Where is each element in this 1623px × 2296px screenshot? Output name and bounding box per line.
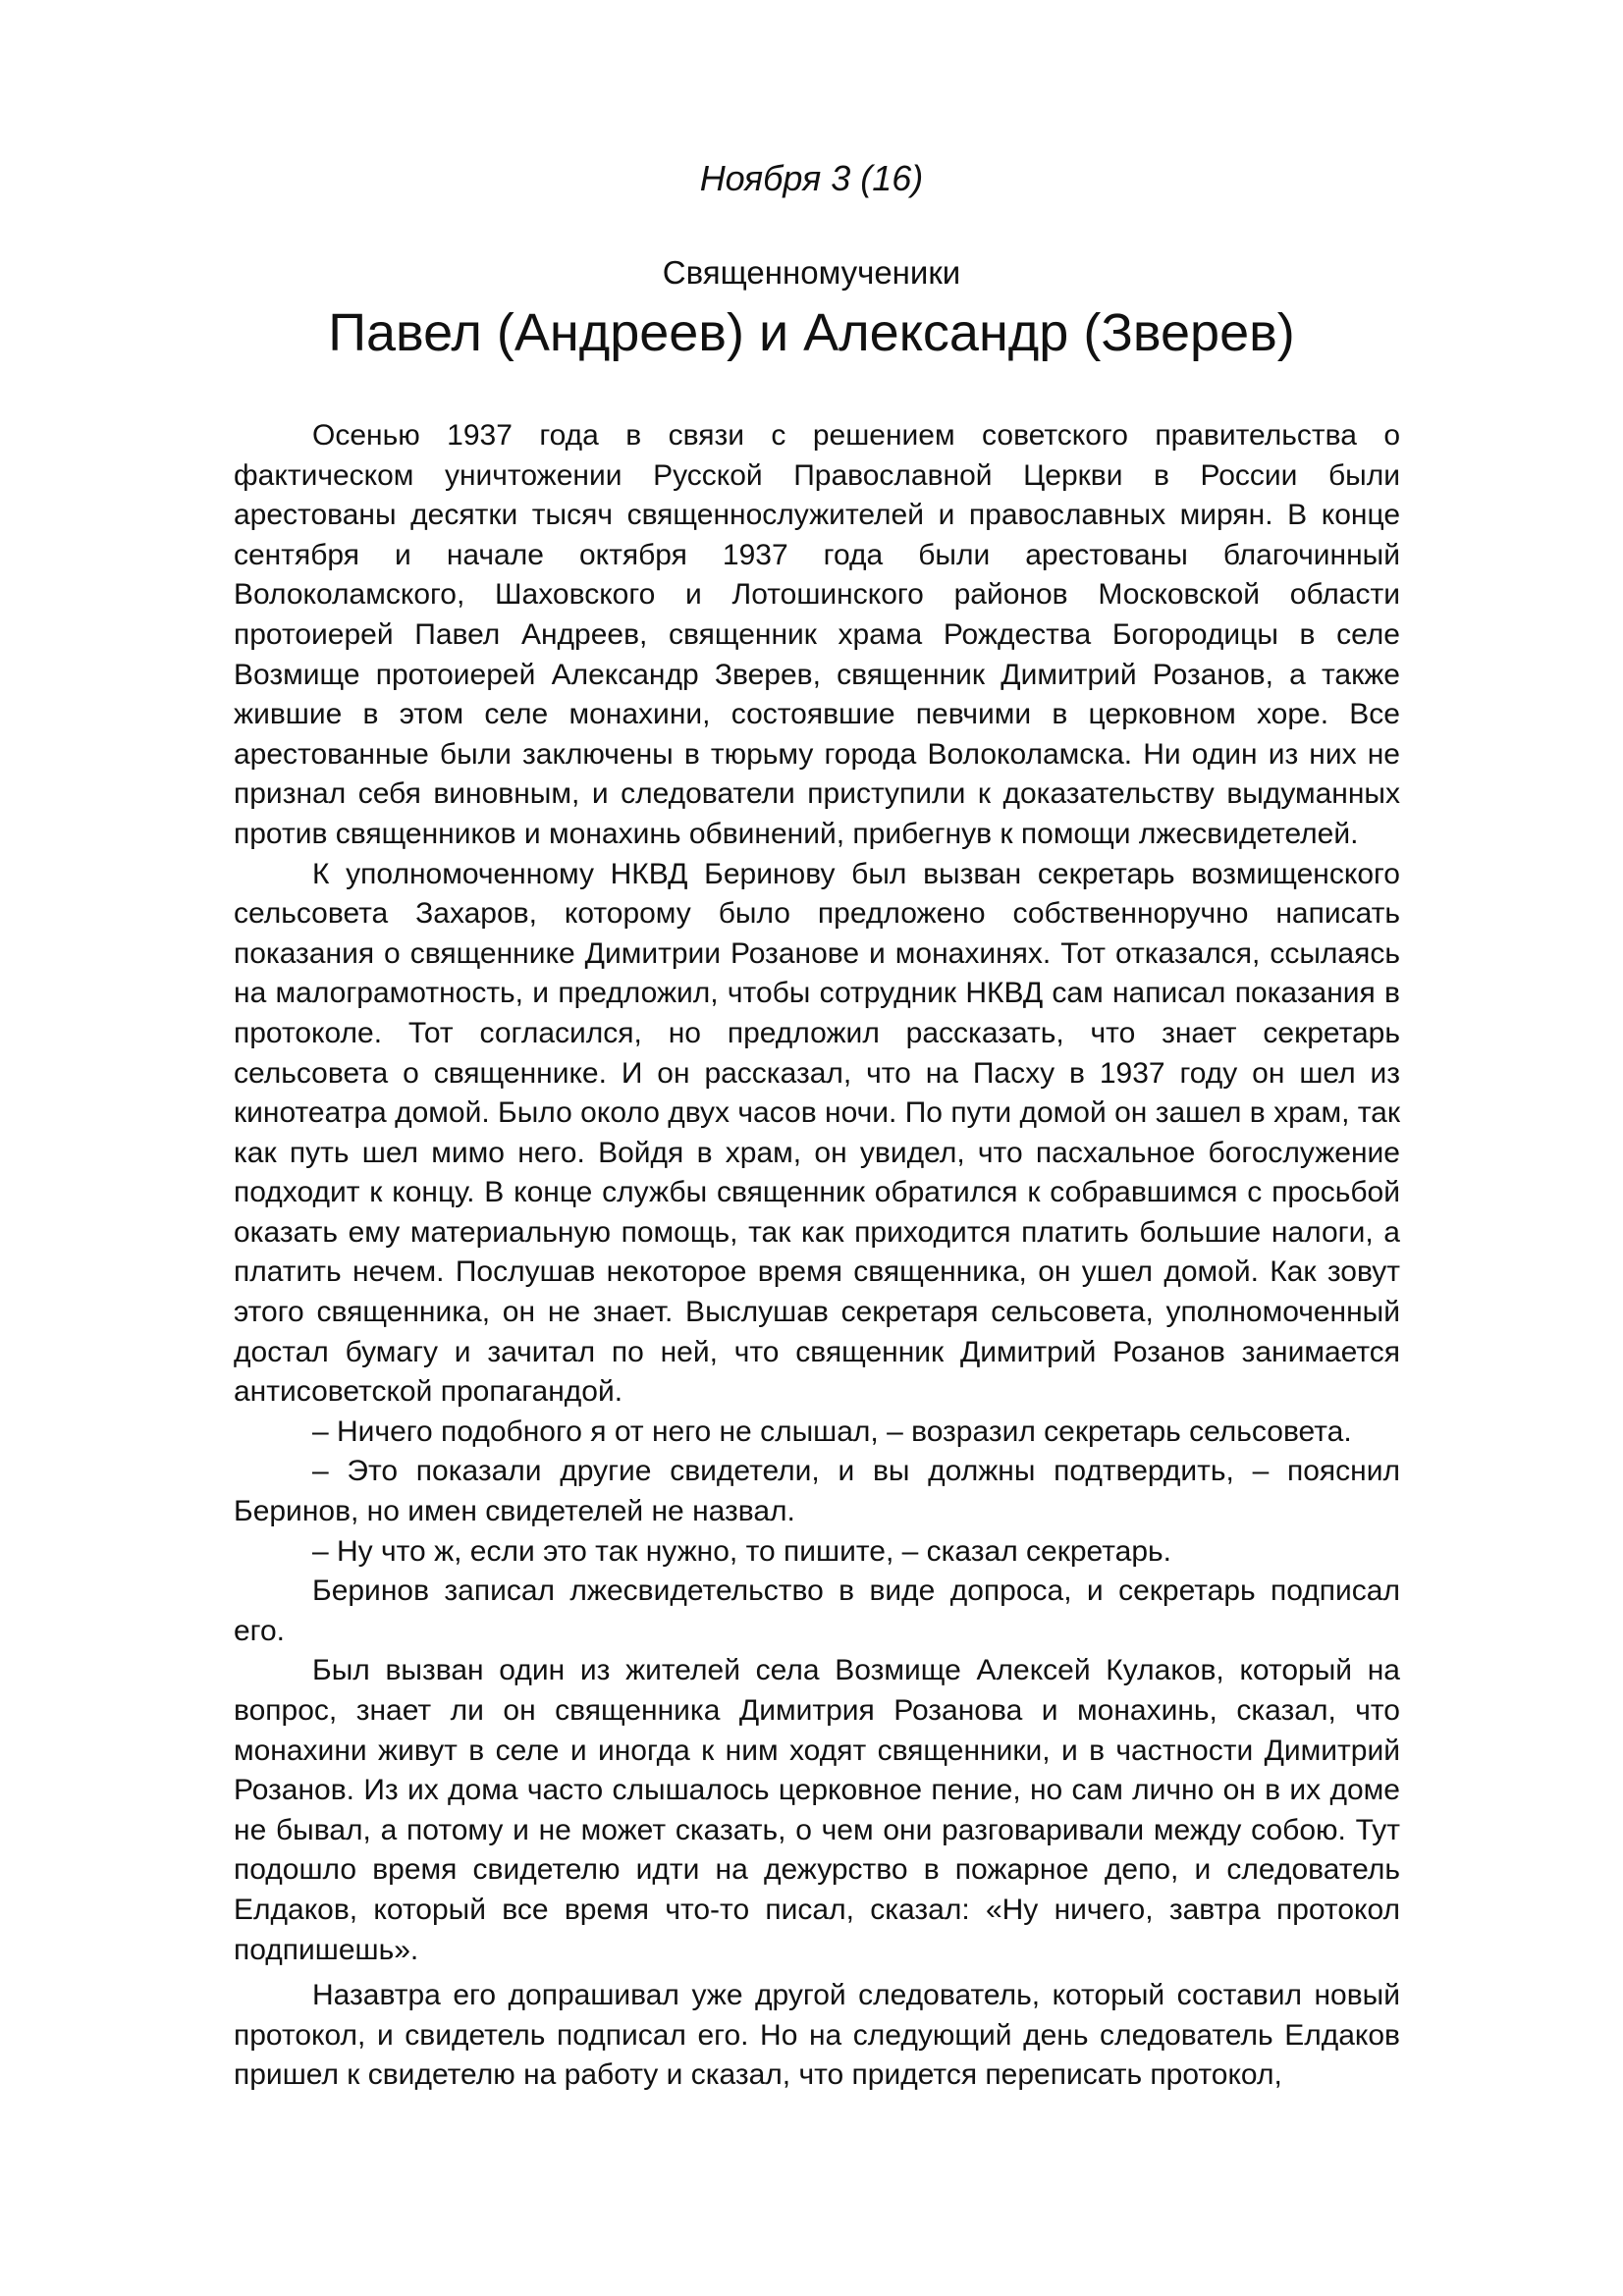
article-body: [234, 416, 1400, 2096]
paragraph: Беринов записал лжесвидетельство в виде допроса, и секретарь подписал его.: [234, 1575, 1400, 1647]
page-title: Павел (Андреев) и Александр (Зверев): [328, 303, 1295, 362]
paragraph: Осенью 1937 года в связи с решением советского правительства о фактическом уничтожении Русской Православной Церкви в России были арестованы десятки тысяч священнослужителей и православных мирян. В конце сентября и начале октября 1937 года были арестованы благочинный Волоколамского, Шаховского и Лотошинского районов Московской области протоиерей Павел Андреев, священник храма Рождества Богородицы в селе Возмище протоиерей Александр Зверев, священник Димитрий Розанов, а также жившие в этом селе монахини, состоявшие певчими в церковном хоре. Все арестованные были заключены в тюрьму города Волоколамска. Ни один из них не признал себя виновным, и следователи приступили к доказательству выдуманных против священников и монахинь обвинений, прибегнув к помощи лжесвидетелей.: [234, 419, 1400, 850]
feast-date: Ноября 3 (16): [699, 158, 924, 198]
paragraph: Был вызван один из жителей села Возмище Алексей Кулаков, который на вопрос, знает ли он священника Димитрия Розанова и монахинь, сказал, что монахини живут в селе и иногда к ним ходят священники, и в частности Димитрий Розанов. Из их дома часто слышалось церковное пение, но сам лично он в их доме не бывал, а потому и не может сказать, о чем они разговаривали между собою. Тут подошло время свидетелю идти на дежурство в пожарное депо, и следователь Елдаков, который все время что-то писал, сказал: «Ну ничего, завтра протокол подпишешь».: [234, 1654, 1400, 1966]
paragraph: – Ничего подобного я от него не слышал, – возразил секретарь сельсовета.: [312, 1415, 1352, 1448]
paragraph: Назавтра его допрашивал уже другой следователь, который составил новый протокол, и свидетель подписал его. Но на следующий день следователь Елдаков пришел к свидетелю на работу и сказал, что придется переписать протокол,: [234, 1979, 1400, 2092]
paragraph: – Ну что ж, если это так нужно, то пишите, – сказал секретарь.: [312, 1534, 1171, 1568]
saint-category: Священномученики: [662, 254, 961, 291]
paragraph: К уполномоченному НКВД Беринову был вызван секретарь возмищенского сельсовета Захаров, которому было предложено собственноручно написать показания о священнике Димитрии Розанове и монахинях. Тот отказался, ссылаясь на малограмотность, и предложил, чтобы сотрудник НКВД сам написал показания в протоколе. Тот согласился, но предложил рассказать, что знает секретарь сельсовета о священнике. И он рассказал, что на Пасху в 1937 году он шел из кинотеатра домой. Было около двух часов ночи. По пути домой он зашел в храм, так как путь шел мимо него. Войдя в храм, он увидел, что пасхальное богослужение подходит к концу. В конце службы священник обратился к собравшимся с просьбой оказать ему материальную помощь, так как приходится платить большие налоги, а платить нечем. Послушав некоторое время священника, он ушел домой. Как зовут этого священника, он не знает. Выслушав секретаря сельсовета, уполномоченный достал бумагу и зачитал по ней, что священник Димитрий Розанов занимается антисоветской пропагандой.: [234, 857, 1400, 1409]
paragraph: – Это показали другие свидетели, и вы должны подтвердить, – пояснил Беринов, но имен свидетелей не назвал.: [234, 1455, 1400, 1528]
